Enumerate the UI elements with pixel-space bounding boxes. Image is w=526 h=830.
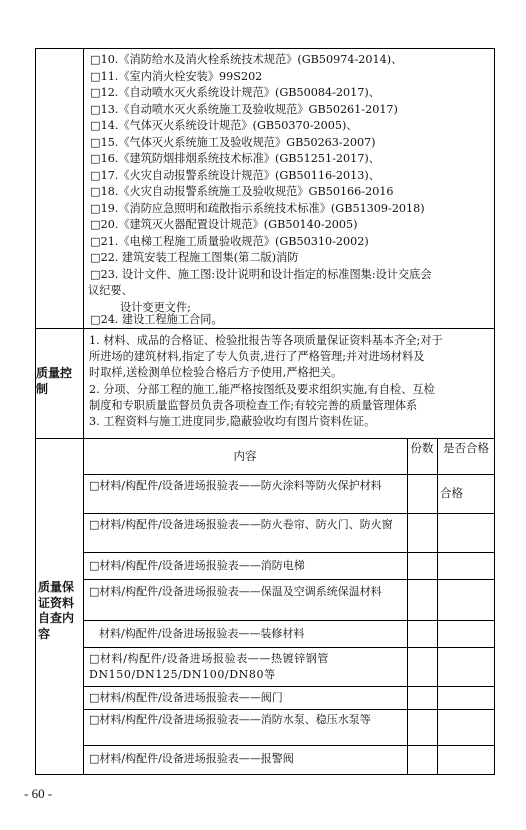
standard-item-23-continued: 议纪要、 <box>88 284 133 297</box>
table-row-divider <box>83 709 495 710</box>
quality-control-label: 质量控制 <box>36 366 73 396</box>
standard-item-23: □23. 设计文件、施工图:设计说明和设计指定的标准图集:设计交底会 <box>90 267 432 281</box>
standard-item-15: □15.《气体灭火系统施工及验收规范》GB50263-2007) <box>90 135 376 149</box>
header-qualified: 是否合格 <box>443 441 489 455</box>
table-row-content: □材料/构配件/设备进场报验表——阀门 <box>89 691 283 704</box>
table-row-divider <box>83 552 495 553</box>
table-row-divider <box>83 474 495 475</box>
quality-control-text <box>89 333 491 430</box>
quality-control-line: 3. 工程资料与施工进度同步,隐蔽验收均有图片资料佐证。 <box>89 415 376 429</box>
table-row-content: □材料/构配件/设备进场报验表——热镀锌钢管DN150/DN125/DN100/DN80等 <box>89 652 330 681</box>
header-content: 内容 <box>233 449 257 463</box>
table-row-content: □材料/构配件/设备进场报验表——防火涂料等防火保护材料 <box>89 479 382 492</box>
copies-column-divider <box>407 438 408 775</box>
table-row-content: □材料/构配件/设备进场报验表——消防水泵、稳压水泵等 <box>89 713 371 726</box>
table-row-divider <box>83 686 495 687</box>
label-column-divider <box>83 48 84 775</box>
header-copies: 份数 <box>410 441 434 455</box>
quality-control-line: 时取样,送检测单位检验合格后方予使用,严格把关。 <box>89 366 343 380</box>
standard-item-18: □18.《火灾自动报警系统施工及验收规范》GB50166-2016 <box>90 185 394 198</box>
standard-item-14: □14.《气体灭火系统设计规范》(GB50370-2005)、 <box>90 119 358 132</box>
row-divider-quality-control <box>35 438 495 439</box>
quality-control-line: 1. 材料、成品的合格证、检验批报告等各项质量保证资料基本齐全;对于 <box>89 334 443 347</box>
standard-item-13: □13.《自动喷水灭火系统施工及验收规范》GB50261-2017) <box>90 102 398 116</box>
quality-control-line: 所进场的建筑材料,指定了专人负责,进行了严格管理;并对进场材料及 <box>89 350 425 364</box>
page-number: - 60 - <box>24 786 53 801</box>
self-check-label: 质量保证资料自查内容 <box>38 580 75 641</box>
table-row-divider <box>83 620 495 621</box>
standard-item-12: □12.《自动喷水灭火系统设计规范》(GB50084-2017)、 <box>90 86 380 99</box>
quality-control-line: 2. 分项、分部工程的施工,能严格按图纸及要求组织实施,有自检、互检 <box>89 382 435 396</box>
standard-item-11: □11.《室内消火栓安装》99S202 <box>90 69 263 83</box>
standard-item-17: □17.《火灾自动报警系统设计规范》(GB50116-2013)、 <box>90 168 380 182</box>
table-row-content: □材料/构配件/设备进场报验表——保温及空调系统保温材料 <box>89 585 382 598</box>
table-row-content: □材料/构配件/设备进场报验表——消防电梯 <box>89 559 305 572</box>
table-row-divider <box>83 513 495 514</box>
table-row-content: □材料/构配件/设备进场报验表——报警阀 <box>89 752 294 765</box>
standard-item-22: □22. 建筑安装工程施工图集(第二版)消防 <box>90 251 299 264</box>
standard-item-16: □16.《建筑防烟排烟系统技术标准》(GB51251-2017)、 <box>90 152 380 165</box>
table-row-qualified: 合格 <box>440 486 463 500</box>
standard-item-24: □24. 建设工程施工合同。 <box>90 313 223 326</box>
standard-item-23-continued-2: 设计变更文件; <box>120 300 191 314</box>
table-row-divider <box>83 579 495 580</box>
standard-item-21: □21.《电梯工程施工质量验收规范》(GB50310-2002) <box>90 234 369 248</box>
standard-item-10: □10.《消防给水及消火栓系统技术规范》(GB50974-2014)、 <box>90 53 403 66</box>
standard-item-20: □20.《建筑灭火器配置设计规范》(GB50140-2005) <box>90 218 358 231</box>
qualified-column-divider <box>437 438 438 775</box>
standard-item-19: □19.《消防应急照明和疏散指示系统技术标准》(GB51309-2018) <box>90 201 425 215</box>
table-row-content: □材料/构配件/设备进场报验表——防火卷帘、防火门、防火窗 <box>89 518 393 531</box>
table-row-divider <box>83 647 495 648</box>
quality-control-line: 制度和专职质量监督员负责各项检查工作;有较完善的质量管理体系 <box>89 398 418 412</box>
table-row-divider <box>83 745 495 746</box>
table-row-content: 材料/构配件/设备进场报验表——装修材料 <box>99 627 305 640</box>
